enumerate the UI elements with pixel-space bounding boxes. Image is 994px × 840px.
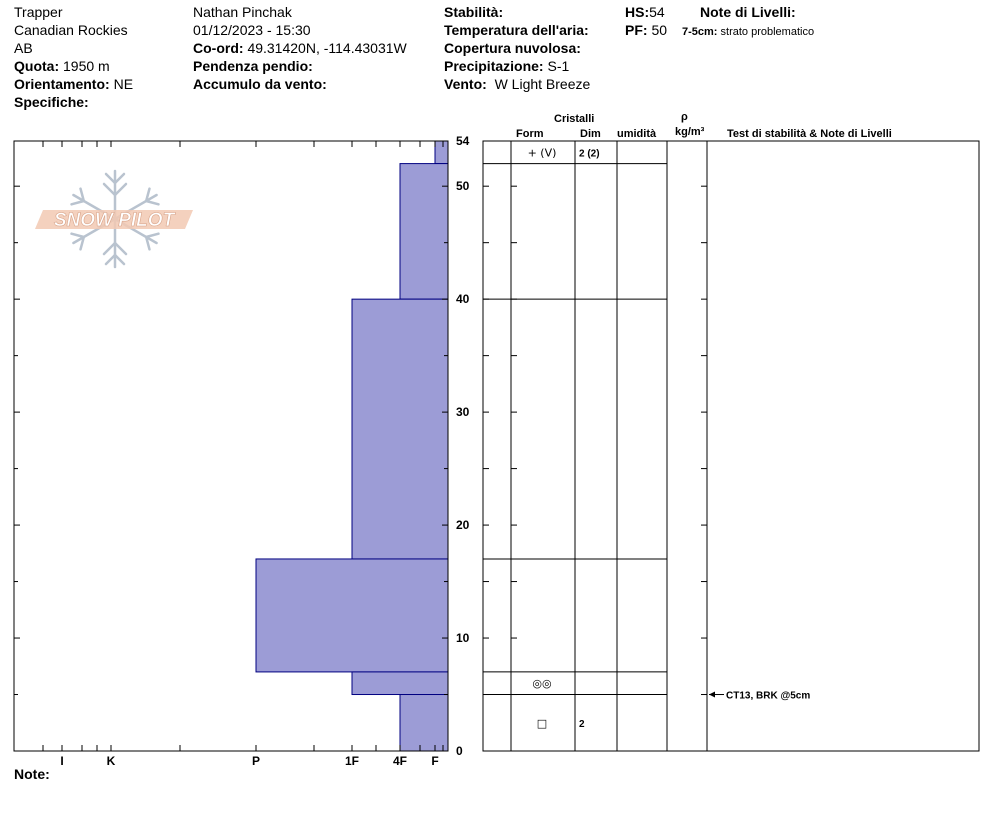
- test-arrow: [709, 692, 715, 698]
- stability-label: Stabilità:: [444, 4, 504, 20]
- layer-note-text: strato problematico: [720, 26, 815, 38]
- author-name: Nathan Pinchak: [193, 4, 292, 20]
- aspect-label: Orientamento:: [14, 76, 110, 92]
- snowpilot-logo: [35, 171, 193, 267]
- hs-label: HS:: [625, 4, 650, 20]
- height-tick-label: 20: [456, 518, 470, 533]
- region-name: AB: [14, 40, 33, 56]
- aspect-value: NE: [113, 76, 134, 92]
- hardness-scale-label: F: [431, 754, 439, 768]
- crystal-size: 2 (2): [579, 148, 600, 160]
- hardness-layer-bar: [400, 164, 448, 300]
- cloud-label: Copertura nuvolosa:: [444, 40, 581, 56]
- slope-label: Pendenza pendio:: [193, 58, 313, 74]
- dim-header: Dim: [580, 128, 601, 140]
- hardness-scale-label: 4F: [392, 754, 408, 768]
- elevation-value: 1950 m: [63, 58, 110, 74]
- wind-label: Vento:: [444, 76, 487, 92]
- air-temp-label: Temperatura dell'aria:: [444, 22, 589, 38]
- datetime-value: 01/12/2023 - 15:30: [193, 22, 311, 38]
- wind-value: W Light Breeze: [494, 76, 591, 92]
- hardness-scale-label: I: [60, 754, 64, 768]
- specifics-label: Specifiche:: [14, 94, 89, 110]
- crystals-header: Cristalli: [554, 113, 595, 125]
- crystals-table: [483, 141, 979, 751]
- hs-value: 54: [649, 4, 665, 20]
- moisture-header: umidità: [617, 128, 657, 140]
- height-tick-label: 50: [456, 179, 470, 194]
- note-label: Note:: [14, 766, 50, 782]
- density-unit-header: kg/m³: [675, 126, 705, 138]
- logo-text: SNOW PILOT: [53, 210, 175, 231]
- tests-header: Test di stabilità & Note di Livelli: [727, 128, 892, 140]
- pf-label: PF:: [625, 22, 648, 38]
- crystal-form: □: [536, 716, 548, 730]
- rho-header: ρ: [681, 111, 688, 123]
- test-result-text: CT13, BRK @5cm: [726, 690, 811, 702]
- precip-label: Precipitazione:: [444, 58, 544, 74]
- pf-value: 50: [651, 22, 668, 38]
- hardness-scale-label: K: [106, 754, 116, 768]
- height-tick-label: 30: [456, 405, 470, 420]
- height-tick-label: 10: [456, 631, 470, 646]
- observer-name: Trapper: [14, 4, 63, 20]
- hardness-layer-bar: [256, 559, 448, 672]
- form-header: Form: [516, 128, 544, 140]
- precip-value: S-1: [547, 58, 570, 74]
- height-tick-label: 40: [456, 292, 470, 307]
- hardness-layer-bar: [400, 695, 448, 751]
- height-tick-label: 54: [456, 134, 470, 148]
- hardness-scale-label: P: [251, 754, 261, 768]
- coord-value: 49.31420N, -114.43031W: [247, 40, 407, 56]
- wind-loading-label: Accumulo da vento:: [193, 76, 327, 92]
- range-name: Canadian Rockies: [14, 22, 128, 38]
- layer-notes-label: Note di Livelli:: [700, 4, 796, 20]
- crystal-form: ◎◎: [532, 677, 552, 691]
- height-tick-label: 0: [456, 744, 463, 758]
- elevation-label: Quota:: [14, 58, 60, 74]
- coord-label: Co-ord:: [193, 40, 244, 56]
- hardness-layer-bar: [352, 299, 448, 559]
- crystal-form: + (V): [527, 146, 557, 160]
- hardness-scale-label: 1F: [344, 754, 360, 768]
- hardness-layer-bar: [352, 672, 448, 695]
- crystal-size: 2: [579, 718, 585, 730]
- layer-note-depth: 7-5cm:: [682, 26, 718, 38]
- hardness-layer-bar: [435, 141, 448, 164]
- crystals-table-frame: [483, 141, 979, 751]
